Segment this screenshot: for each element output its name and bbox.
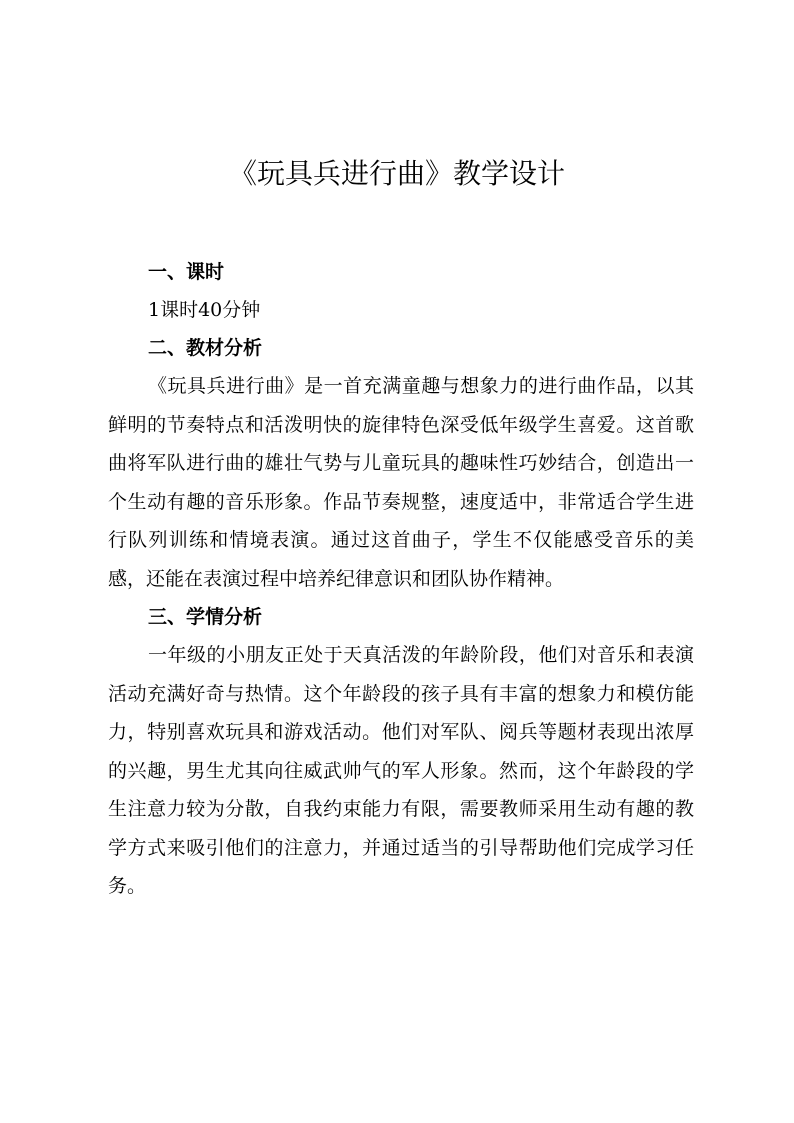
document-title: 《玩具兵进行曲》教学设计 bbox=[228, 157, 565, 190]
section-heading-class-hours: 一、课时 bbox=[148, 261, 225, 283]
student-analysis-paragraph: 一年级的小朋友正处于天真活泼的年龄阶段，他们对音乐和表演活动充满好奇与热情。这个年龄段的孩子具有丰富的想象力和模仿能力，特别喜欢玩具和游戏活动。他们对军队、阅兵等题材表现出浓厚的兴趣，男生尤其向往威武帅气的军人形象。然而，这个年龄段的学生注意力较为分散，自我约束能力有限，需要教师采用生动有趣的教学方式来吸引他们的注意力，并通过适当的引导帮助他们完成学习任务。 bbox=[108, 644, 694, 897]
section-heading-material-analysis: 二、教材分析 bbox=[148, 337, 263, 359]
class-hours-text: 1课时40分钟 bbox=[148, 299, 261, 321]
section-heading-student-analysis: 三、学情分析 bbox=[148, 606, 263, 628]
document-body bbox=[108, 253, 694, 906]
material-analysis-paragraph: 《玩具兵进行曲》是一首充满童趣与想象力的进行曲作品，以其鲜明的节奏特点和活泼明快的旋律特色深受低年级学生喜爱。这首歌曲将军队进行曲的雄壮气势与儿童玩具的趣味性巧妙结合，创造出一个生动有趣的音乐形象。作品节奏规整，速度适中，非常适合学生进行队列训练和情境表演。通过这首曲子，学生不仅能感受音乐的美感，还能在表演过程中培养纪律意识和团队协作精神。 bbox=[108, 375, 694, 590]
